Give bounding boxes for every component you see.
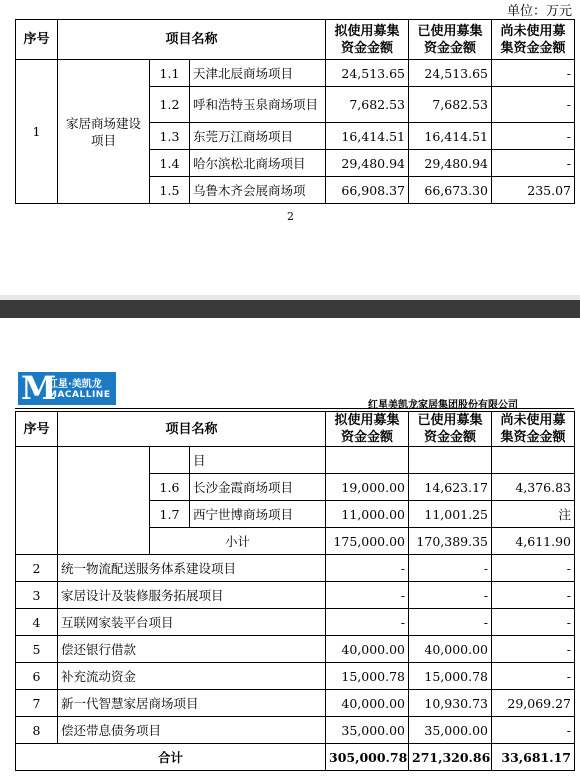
header-unused: 尚未使用募集资金金额 <box>492 412 575 447</box>
row-planned: 66,908.37 <box>326 177 409 204</box>
header-rule <box>15 408 574 409</box>
row-unused: - <box>492 123 575 150</box>
row-unused: - <box>492 150 575 177</box>
row-no: 7 <box>16 690 58 717</box>
row-no: 1.7 <box>150 501 190 528</box>
total-label: 合计 <box>16 744 326 771</box>
row-name: 互联网家装平台项目 <box>58 609 326 636</box>
table-row <box>16 582 575 609</box>
row-planned: 11,000.00 <box>326 501 409 528</box>
row-no: 6 <box>16 663 58 690</box>
table-row <box>16 663 575 690</box>
row-planned: - <box>326 609 409 636</box>
row-planned <box>326 447 409 474</box>
subtotal-label: 小计 <box>150 528 326 555</box>
row-name: 西宁世博商场项目 <box>190 501 326 528</box>
header-used: 已使用募集资金金额 <box>409 412 492 447</box>
row-unused: - <box>492 555 575 582</box>
total-planned: 305,000.78 <box>326 744 409 771</box>
row-planned: 29,480.94 <box>326 150 409 177</box>
header-no: 序号 <box>16 412 58 447</box>
row-used: - <box>409 582 492 609</box>
company-logo <box>18 369 116 407</box>
table-row <box>16 447 575 474</box>
row-name: 长沙金霞商场项目 <box>190 474 326 501</box>
subtotal-used: 170,389.35 <box>409 528 492 555</box>
row-no: 1.3 <box>150 123 190 150</box>
table-row <box>16 636 575 663</box>
row-name: 乌鲁木齐会展商场项 <box>190 177 326 204</box>
row-unused: - <box>492 87 575 123</box>
row-name: 哈尔滨松北商场项目 <box>190 150 326 177</box>
header-used: 已使用募集资金金额 <box>409 20 492 60</box>
row-planned: 15,000.78 <box>326 663 409 690</box>
row-unused: - <box>492 582 575 609</box>
row-name: 家居设计及装修服务拓展项目 <box>58 582 326 609</box>
row-unused: 注 <box>492 501 575 528</box>
group-name-cont <box>58 447 150 555</box>
logo-letter: M <box>21 369 57 407</box>
logo-en: MACALLINE <box>48 390 111 400</box>
row-planned: 35,000.00 <box>326 717 409 744</box>
row-planned: 16,414.51 <box>326 123 409 150</box>
row-used: 11,001.25 <box>409 501 492 528</box>
row-used: 24,513.65 <box>409 60 492 87</box>
row-name: 东莞万江商场项目 <box>190 123 326 150</box>
header-planned: 拟使用募集资金金额 <box>326 412 409 447</box>
row-no: 1.1 <box>150 60 190 87</box>
company-name: 红星美凯龙家居集团股份有限公司 <box>368 400 518 411</box>
row-name: 呼和浩特玉泉商场项目 <box>190 87 326 123</box>
page-number: 2 <box>287 210 294 223</box>
row-planned: - <box>326 555 409 582</box>
row-used: - <box>409 609 492 636</box>
row-used: - <box>409 555 492 582</box>
row-planned: 19,000.00 <box>326 474 409 501</box>
row-unused <box>492 447 575 474</box>
logo-cn: 红星·美凯龙 <box>48 379 102 390</box>
row-unused: 29,069.27 <box>492 690 575 717</box>
row-unused: 235.07 <box>492 177 575 204</box>
row-planned: 7,682.53 <box>326 87 409 123</box>
subtotal-unused: 4,611.90 <box>492 528 575 555</box>
row-planned: 40,000.00 <box>326 690 409 717</box>
row-used: 66,673.30 <box>409 177 492 204</box>
subtotal-planned: 175,000.00 <box>326 528 409 555</box>
row-no: 5 <box>16 636 58 663</box>
row-name: 新一代智慧家居商场项目 <box>58 690 326 717</box>
row-planned: 24,513.65 <box>326 60 409 87</box>
row-used: 35,000.00 <box>409 717 492 744</box>
header-planned: 拟使用募集资金金额 <box>326 20 409 60</box>
row-unused: 4,376.83 <box>492 474 575 501</box>
row-used: 10,930.73 <box>409 690 492 717</box>
table-row <box>16 690 575 717</box>
unit-label: 单位：万元 <box>506 4 572 19</box>
row-used: 14,623.17 <box>409 474 492 501</box>
row-name: 统一物流配送服务体系建设项目 <box>58 555 326 582</box>
row-unused: - <box>492 717 575 744</box>
total-unused: 33,681.17 <box>492 744 575 771</box>
row-no <box>150 447 190 474</box>
funds-table-page1 <box>15 19 575 204</box>
row-name: 偿还带息债务项目 <box>58 717 326 744</box>
row-no: 4 <box>16 609 58 636</box>
table-row <box>16 717 575 744</box>
header-no: 序号 <box>16 20 58 60</box>
row-used: 29,480.94 <box>409 150 492 177</box>
row-used: 16,414.51 <box>409 123 492 150</box>
row-used: 7,682.53 <box>409 87 492 123</box>
row-planned: - <box>326 582 409 609</box>
row-used <box>409 447 492 474</box>
row-name: 偿还银行借款 <box>58 636 326 663</box>
total-used: 271,320.86 <box>409 744 492 771</box>
header-name: 项目名称 <box>58 412 326 447</box>
row-planned: 40,000.00 <box>326 636 409 663</box>
table-row <box>16 60 575 87</box>
row-no: 1.6 <box>150 474 190 501</box>
row-unused: - <box>492 663 575 690</box>
row-used: 40,000.00 <box>409 636 492 663</box>
row-used: 15,000.78 <box>409 663 492 690</box>
header-name: 项目名称 <box>58 20 326 60</box>
row-no: 8 <box>16 717 58 744</box>
row-no: 1.4 <box>150 150 190 177</box>
row-unused: - <box>492 60 575 87</box>
row-no: 1.2 <box>150 87 190 123</box>
group-no: 1 <box>16 60 58 204</box>
row-no: 3 <box>16 582 58 609</box>
group-name: 家居商场建设项目 <box>58 60 150 204</box>
row-name: 天津北辰商场项目 <box>190 60 326 87</box>
row-unused: - <box>492 609 575 636</box>
total-row <box>16 744 575 771</box>
row-unused: - <box>492 636 575 663</box>
row-no: 2 <box>16 555 58 582</box>
group-no-cont <box>16 447 58 555</box>
row-name-cont: 目 <box>190 447 326 474</box>
header-unused: 尚未使用募集资金金额 <box>492 20 575 60</box>
row-name: 补充流动资金 <box>58 663 326 690</box>
page-divider <box>0 300 580 318</box>
table-row <box>16 609 575 636</box>
funds-table-page2 <box>15 411 575 771</box>
row-no: 1.5 <box>150 177 190 204</box>
table-row <box>16 555 575 582</box>
